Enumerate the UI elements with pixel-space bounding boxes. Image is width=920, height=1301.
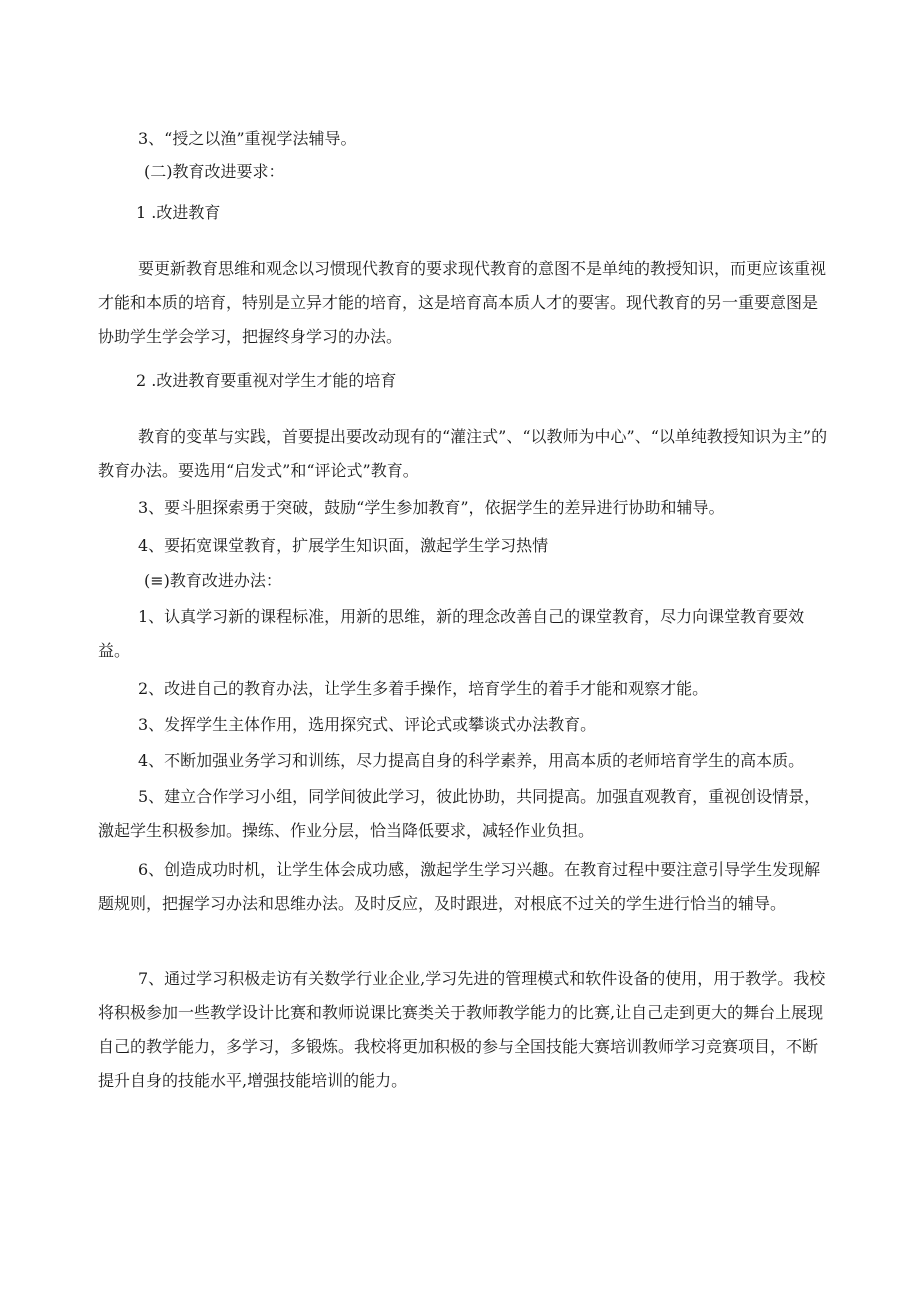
paragraph-method-4: 4、不断加强业务学习和训练，尽力提高自身的科学素养，用高本质的老师培育学生的高本质。: [138, 751, 805, 770]
paragraph-update-thinking: 要更新教育思维和观念以习惯现代教育的要求现代教育的意图不是单纯的教授知识，而更应该重视才能和本质的培育，特别是立异才能的培育，这是培育高本质人才的要害。现代教育的另一重要意图是协助学生学会学习，把握终身学习的办法。: [98, 259, 827, 346]
paragraph-item-3-explore: 3、要斗胆探索勇于突破，鼓励“学生参加教育”，依据学生的差异进行协助和辅导。: [138, 498, 725, 517]
paragraph-method-1: 1、认真学习新的课程标准，用新的思维，新的理念改善自己的课堂教育，尽力向课堂教育要效益。: [98, 607, 805, 660]
section-heading-improvement-methods: (≡)教育改进办法：: [144, 571, 282, 590]
paragraph-item-3-method-guidance: 3、“授之以渔”重视学法辅导。: [138, 129, 357, 148]
paragraph-method-6: 6、创造成功时机，让学生体会成功感，激起学生学习兴趣。在教育过程中要注意引导学生发现解题规则，把握学习办法和思维办法。及时反应，及时跟进，对根底不过关的学生进行恰当的辅导。: [98, 860, 821, 913]
paragraph-method-5: 5、建立合作学习小组，同学间彼此学习，彼此协助，共同提高。加强直观教育，重视创设情景，激起学生积极参加。操练、作业分层，恰当降低要求，减轻作业负担。: [98, 787, 821, 840]
paragraph-method-3: 3、发挥学生主体作用，选用探究式、评论式或攀谈式办法教育。: [138, 715, 597, 734]
section-heading-improvement-requirements: (二)教育改进要求：: [144, 162, 285, 181]
subheading-ability-cultivation: 2 .改进教育要重视对学生才能的培育: [136, 371, 397, 390]
paragraph-reform-practice: 教育的变革与实践，首要提出要改动现有的“灌注式”、“以教师为中心”、“以单纯教授知识为主”的教育办法。要选用“启发式”和“评论式”教育。: [98, 427, 828, 480]
paragraph-method-2: 2、改进自己的教育办法，让学生多着手操作，培育学生的着手才能和观察才能。: [138, 679, 709, 698]
paragraph-method-7: 7、通过学习积极走访有关数学行业企业,学习先进的管理模式和软件设备的使用，用于教学。我校将积极参加一些教学设计比赛和教师说课比赛类关于教师教学能力的比赛,让自己走到更大的舞台上展现自己的教学能力，多学习，多锻炼。我校将更加积极的参与全国技能大赛培训教师学习竞赛项目，不断提升自身的技能水平,增强技能培训的能力。: [98, 969, 826, 1090]
subheading-improve-education: 1 .改进教育: [136, 203, 221, 222]
paragraph-item-4-broaden: 4、要拓宽课堂教育，扩展学生知识面，激起学生学习热情: [138, 536, 549, 555]
